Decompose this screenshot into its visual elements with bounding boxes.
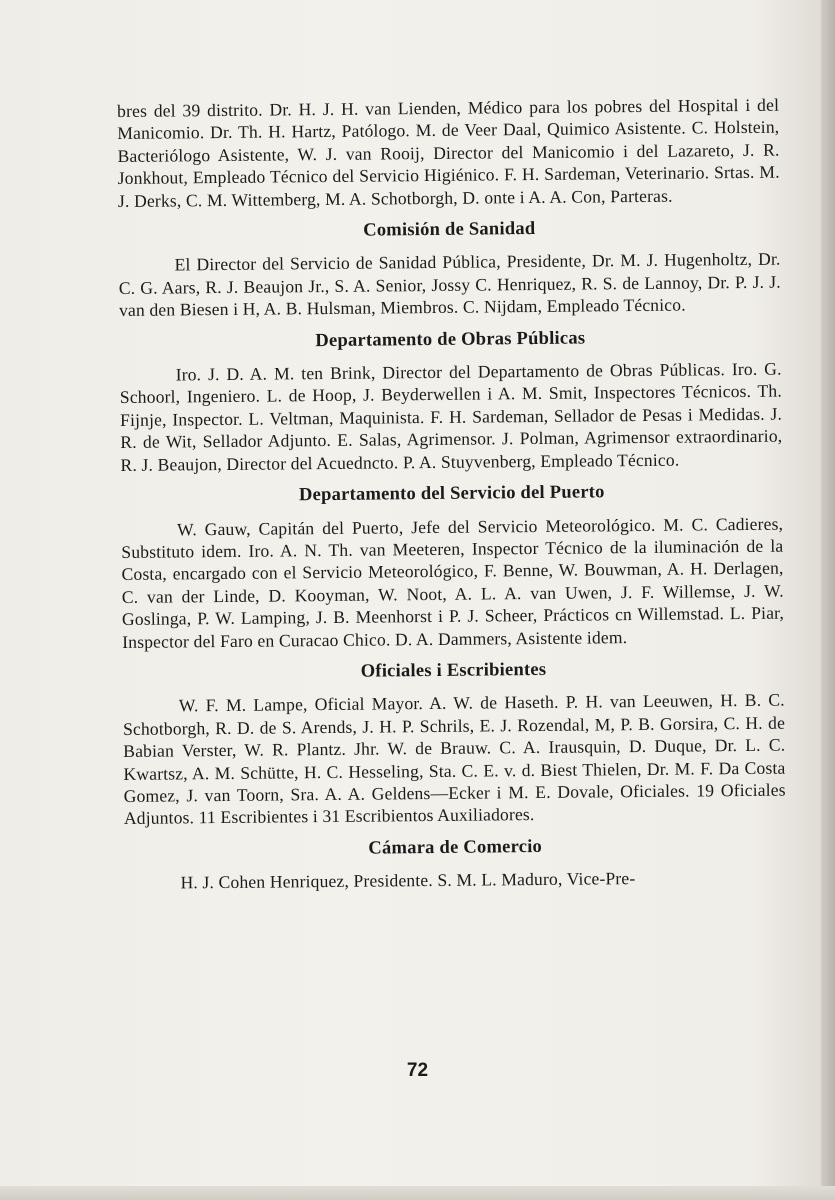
page-number: 72 bbox=[406, 1060, 429, 1081]
heading-servicio-puerto: Departamento del Servicio del Puerto bbox=[298, 481, 605, 506]
paragraph-comision-sanidad: El Director del Servicio de Sanidad Pública, Presidente, Dr. M. J. Hugenholtz, Dr. C. G. Aars, R. J. Beaujon Jr., S. A. Senior, Jossy C. Henriquez, R. S. de Lannoy, Dr. P. J. J. van den Biesen i H, A. B. Hulsman, Miembros. C. Nijdam, Empleado Técnico. bbox=[118, 249, 781, 321]
page-edge-shadow bbox=[821, 0, 835, 1200]
paragraph-servicio-puerto: W. Gauw, Capitán del Puerto, Jefe del Servicio Meteorológico. M. C. Cadieres, Substituto idem. Iro. A. N. Th. van Meeteren, Inspector Técnico de la iluminación de la Costa, encargado con el Servicio Meteorológico, F. Benne, W. Bouwman, A. H. Derlagen, C. van der Linde, D. Kooyman, W. Noot, A. L. A. van Uwen, J. F. Willemse, J. W. Goslinga, P. W. Lamping, J. B. Meenhorst i P. J. Scheer, Prácticos cn Willemstad. L. Piar, Inspector del Faro en Curacao Chico. D. A. Dammers, Asistente idem. bbox=[121, 513, 785, 652]
heading-obras-publicas: Departamento de Obras Públicas bbox=[315, 327, 586, 351]
heading-camara-comercio: Cámara de Comercio bbox=[368, 835, 543, 859]
page-bottom-edge bbox=[0, 1186, 835, 1200]
heading-comision-sanidad: Comisión de Sanidad bbox=[363, 218, 536, 241]
page-body bbox=[117, 94, 787, 895]
heading-oficiales-escribientes: Oficiales i Escribientes bbox=[360, 658, 547, 682]
paragraph-camara-comercio: H. J. Cohen Henriquez, Presidente. S. M. L. Maduro, Vice-Pre- bbox=[180, 868, 636, 893]
paragraph-intro: bres del 39 distrito. Dr. H. J. H. van Lienden, Médico para los pobres del Hospital i del Manicomio. Dr. Th. H. Hartz, Patólogo. M. de Veer Daal, Quimico Asistente. C. Holstein, Bacteriólogo Asistente, W. J. van Rooij, Director del Manicomio i del Lazareto, J. R. Jonkhout, Empleado Técnico del Servicio Higiénico. F. H. Sardeman, Veterinario. Srtas. M. J. Derks, C. M. Wittemberg, M. A. Schotborgh, D. onte i A. A. Con, Parteras. bbox=[117, 94, 780, 211]
paragraph-oficiales-escribientes: W. F. M. Lampe, Oficial Mayor. A. W. de Haseth. P. H. van Leeuwen, H. B. C. Schotborgh, R. D. de S. Arends, J. H. P. Schrils, E. J. Rozendal, M, P. B. Gorsira, C. H. de Babian Verster, W. R. Plantz. Jhr. W. de Brauw. C. A. Irausquin, D. Duque, Dr. L. C. Kwartsz, A. M. Schütte, H. C. Hesseling, Sta. C. E. v. d. Biest Thielen, Dr. M. F. Da Costa Gomez, J. van Toorn, Sra. A. A. Geldens—Ecker i M. E. Dovale, Oficiales. 19 Oficiales Adjuntos. 11 Escribientes i 31 Escribientos Auxiliadores. bbox=[122, 689, 786, 829]
paragraph-obras-publicas: Iro. J. D. A. M. ten Brink, Director del Departamento de Obras Públicas. Iro. G. Schoorl, Ingeniero. L. de Hoop, J. Beyderwellen i A. M. Smit, Inspectores Técnicos. Th. Fijnje, Inspector. L. Veltman, Maquinista. F. H. Sardeman, Sellador de Pesas i Medidas. J. R. de Wit, Sellador Adjunto. E. Salas, Agrimensor. J. Polman, Agrimensor extraordinario, R. J. Beaujon, Director del Acuedncto. P. A. Stuyvenberg, Empleado Técnico. bbox=[119, 358, 783, 475]
